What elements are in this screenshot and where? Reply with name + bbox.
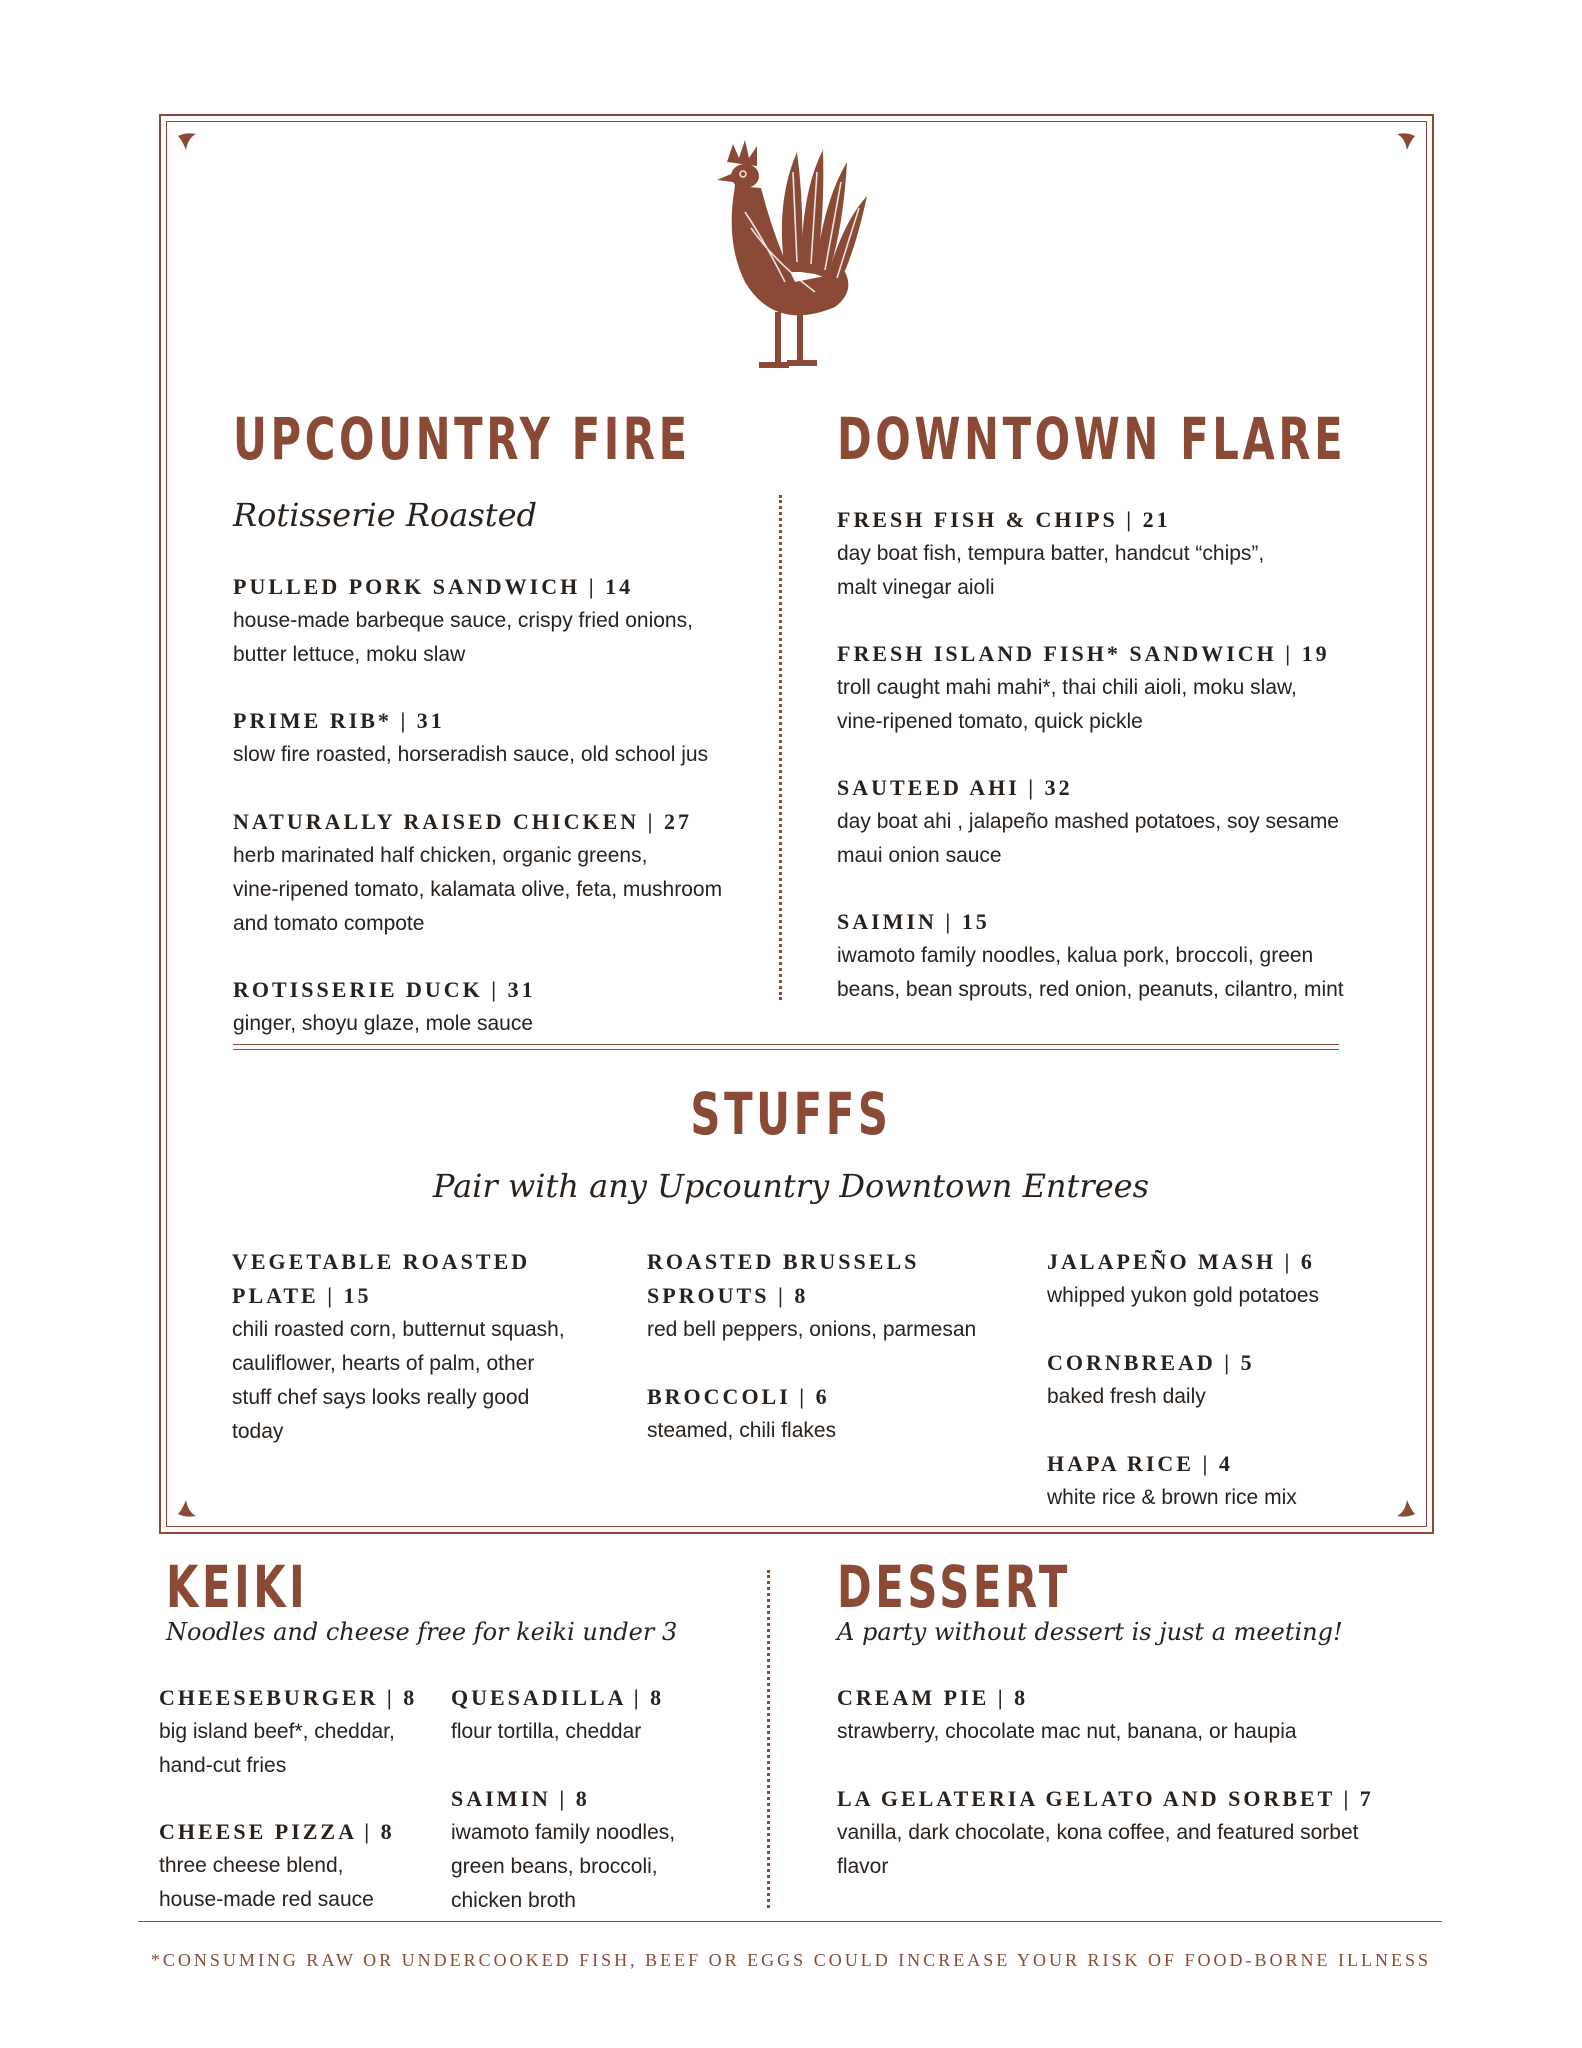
menu-item xyxy=(1047,1447,1297,1515)
item-name: CHEESEBURGER | 8 xyxy=(159,1685,418,1710)
item-name: JALAPEÑO MASH | 6 xyxy=(1047,1249,1315,1274)
item-desc-line: red bell peppers, onions, parmesan xyxy=(647,1318,977,1341)
item-name: PLATE | 15 xyxy=(232,1283,372,1308)
menu-item xyxy=(837,637,1330,739)
item-desc-line: chicken broth xyxy=(451,1889,576,1912)
item-name: HAPA RICE | 4 xyxy=(1047,1451,1233,1476)
item-desc-line: maui onion sauce xyxy=(837,844,1002,867)
corner-flourish-icon xyxy=(176,1496,200,1520)
keiki-subtitle: Noodles and cheese free for keiki under 3 xyxy=(166,1618,678,1646)
item-desc-line: cauliflower, hearts of palm, other xyxy=(232,1352,535,1375)
item-name: FRESH ISLAND FISH* SANDWICH | 19 xyxy=(837,641,1330,666)
column-divider xyxy=(767,1570,770,1908)
item-desc-line: baked fresh daily xyxy=(1047,1385,1206,1408)
corner-flourish-icon xyxy=(1393,130,1417,154)
item-desc-line: and tomato compote xyxy=(233,912,425,935)
item-desc-line: beans, bean sprouts, red onion, peanuts, cilantro, mint xyxy=(837,978,1344,1001)
item-desc-line: vine-ripened tomato, quick pickle xyxy=(837,710,1143,733)
item-desc-line: butter lettuce, moku slaw xyxy=(233,643,466,666)
menu-item xyxy=(232,1245,565,1449)
menu-item xyxy=(233,805,722,941)
item-desc-line: hand-cut fries xyxy=(159,1754,287,1777)
menu-item xyxy=(837,503,1264,605)
upcountry-subtitle: Rotisserie Roasted xyxy=(233,496,538,534)
item-name: ROTISSERIE DUCK | 31 xyxy=(233,977,536,1002)
item-name: PULLED PORK SANDWICH | 14 xyxy=(233,574,634,599)
item-name: CHEESE PIZZA | 8 xyxy=(159,1819,395,1844)
menu-item xyxy=(837,905,1344,1007)
item-desc-line: iwamoto family noodles, kalua pork, broccoli, green xyxy=(837,944,1314,967)
item-desc-line: iwamoto family noodles, xyxy=(451,1821,676,1844)
item-desc-line: day boat fish, tempura batter, handcut “chips”, xyxy=(837,542,1265,565)
item-name: CORNBREAD | 5 xyxy=(1047,1350,1255,1375)
menu-item xyxy=(837,1782,1374,1884)
item-name: BROCCOLI | 6 xyxy=(647,1384,830,1409)
item-desc-line: slow fire roasted, horseradish sauce, old school jus xyxy=(233,743,709,766)
item-desc-line: day boat ahi , jalapeño mashed potatoes, soy sesame xyxy=(837,810,1339,833)
item-name: SAIMIN | 8 xyxy=(451,1786,590,1811)
item-desc-line: white rice & brown rice mix xyxy=(1047,1486,1297,1509)
menu-item xyxy=(159,1815,395,1917)
menu-item xyxy=(837,771,1339,873)
menu-item xyxy=(1047,1245,1319,1313)
dessert-title: DESSERT xyxy=(837,1553,1071,1621)
corner-flourish-icon xyxy=(1393,1496,1417,1520)
item-desc-line: stuff chef says looks really good xyxy=(232,1386,530,1409)
column-divider xyxy=(779,495,782,1000)
item-desc-line: three cheese blend, xyxy=(159,1854,344,1877)
item-desc-line: vanilla, dark chocolate, kona coffee, and featured sorbet xyxy=(837,1821,1359,1844)
section-rule xyxy=(233,1044,1339,1045)
item-name: NATURALLY RAISED CHICKEN | 27 xyxy=(233,809,692,834)
footer-disclaimer: *CONSUMING RAW OR UNDERCOOKED FISH, BEEF OR EGGS COULD INCREASE YOUR RISK OF FOOD-BORNE ILLNESS xyxy=(150,1950,1432,1970)
stuffs-title: STUFFS xyxy=(690,1080,892,1148)
menu-item xyxy=(451,1681,664,1749)
item-name: SPROUTS | 8 xyxy=(647,1283,809,1308)
item-desc-line: flour tortilla, cheddar xyxy=(451,1720,642,1743)
menu-item xyxy=(233,570,693,672)
menu-item xyxy=(233,704,708,772)
item-desc-line: steamed, chili flakes xyxy=(647,1419,837,1442)
item-name: CREAM PIE | 8 xyxy=(837,1685,1029,1710)
item-desc-line: flavor xyxy=(837,1855,889,1878)
corner-flourish-icon xyxy=(176,130,200,154)
item-desc-line: chili roasted corn, butternut squash, xyxy=(232,1318,565,1341)
item-name: SAIMIN | 15 xyxy=(837,909,990,934)
section-rule xyxy=(233,1049,1339,1050)
item-desc-line: house-made barbeque sauce, crispy fried onions, xyxy=(233,609,693,632)
menu-item xyxy=(451,1782,675,1918)
item-desc-line: ginger, shoyu glaze, mole sauce xyxy=(233,1012,534,1035)
downtown-title: DOWNTOWN FLARE xyxy=(837,405,1347,473)
item-desc-line: green beans, broccoli, xyxy=(451,1855,658,1878)
item-desc-line: today xyxy=(232,1420,284,1443)
menu-item xyxy=(233,973,536,1041)
rooster-icon xyxy=(705,132,875,382)
item-name: VEGETABLE ROASTED xyxy=(232,1249,531,1274)
menu-item xyxy=(647,1245,976,1347)
item-desc-line: herb marinated half chicken, organic greens, xyxy=(233,844,648,867)
dessert-subtitle: A party without dessert is just a meeting! xyxy=(837,1618,1343,1646)
item-name: FRESH FISH & CHIPS | 21 xyxy=(837,507,1171,532)
menu-item xyxy=(837,1681,1297,1749)
item-desc-line: big island beef*, cheddar, xyxy=(159,1720,395,1743)
menu-item xyxy=(159,1681,417,1783)
item-desc-line: malt vinegar aioli xyxy=(837,576,995,599)
item-desc-line: whipped yukon gold potatoes xyxy=(1047,1284,1320,1307)
item-name: LA GELATERIA GELATO AND SORBET | 7 xyxy=(837,1786,1374,1811)
keiki-title: KEIKI xyxy=(166,1553,309,1621)
item-name: QUESADILLA | 8 xyxy=(451,1685,665,1710)
item-desc-line: strawberry, chocolate mac nut, banana, or haupia xyxy=(837,1720,1297,1743)
menu-item xyxy=(1047,1346,1255,1414)
item-desc-line: vine-ripened tomato, kalamata olive, feta, mushroom xyxy=(233,878,723,901)
menu-item xyxy=(647,1380,836,1448)
item-desc-line: house-made red sauce xyxy=(159,1888,374,1911)
item-name: SAUTEED AHI | 32 xyxy=(837,775,1073,800)
footer-rule xyxy=(138,1921,1442,1922)
item-name: PRIME RIB* | 31 xyxy=(233,708,445,733)
stuffs-subtitle: Pair with any Upcountry Downtown Entrees xyxy=(433,1167,1149,1205)
item-desc-line: troll caught mahi mahi*, thai chili aioli, moku slaw, xyxy=(837,676,1297,699)
upcountry-title: UPCOUNTRY FIRE xyxy=(233,405,691,473)
item-name: ROASTED BRUSSELS xyxy=(647,1249,920,1274)
